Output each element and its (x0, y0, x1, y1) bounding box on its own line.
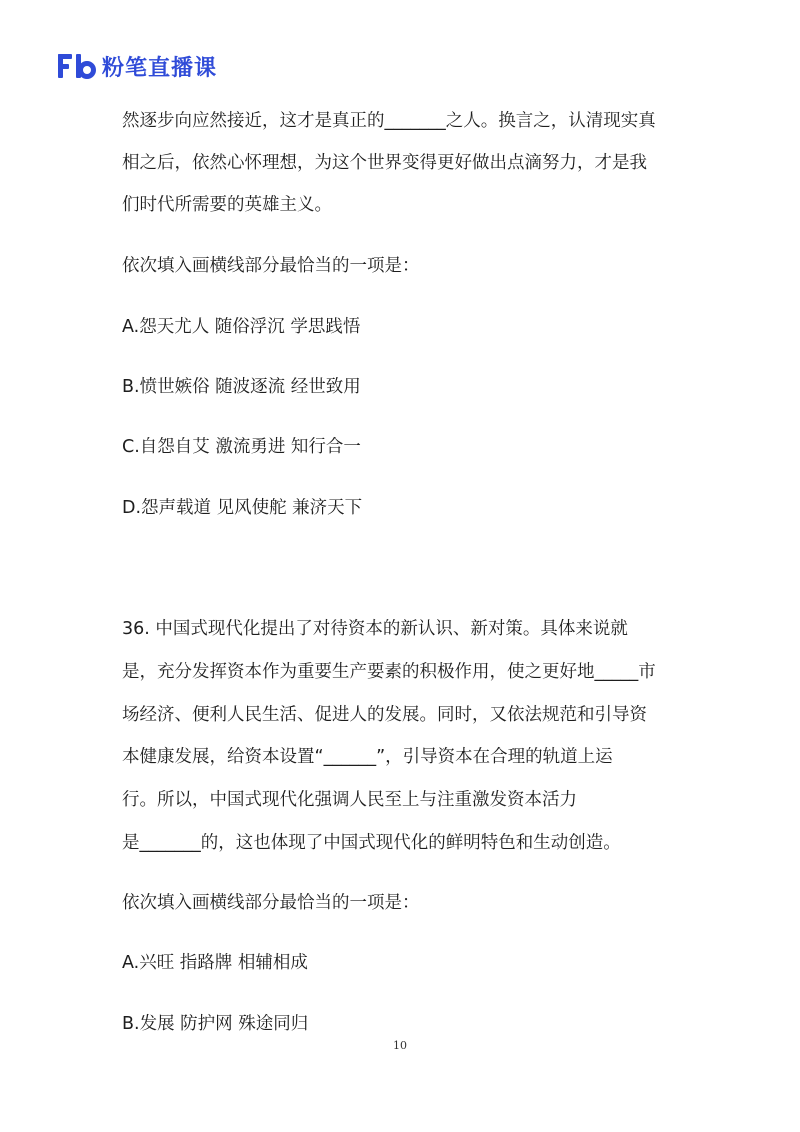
q35-line-1: 然逐步向应然接近，这才是真正的_______之人。换言之，认清现实真 (122, 111, 656, 131)
page-number: 10 (393, 1039, 407, 1052)
q36-line-1: 36. 中国式现代化提出了对待资本的新认识、新对策。具体来说就 (122, 619, 628, 639)
q35-line-3: 们时代所需要的英雄主义。 (122, 195, 332, 215)
q36-prompt: 依次填入画横线部分最恰当的一项是： (122, 893, 420, 913)
q36-line-3: 场经济、便利人民生活、促进人的发展。同时，又依法规范和引导资 (122, 705, 647, 725)
q35-option-c: C.自怨自艾 激流勇进 知行合一 (122, 437, 361, 457)
q36-line-2: 是，充分发挥资本作为重要生产要素的积极作用，使之更好地_____市 (122, 662, 656, 682)
fb-logo-icon (58, 50, 98, 82)
q36-option-a: A.兴旺 指路牌 相辅相成 (122, 953, 308, 973)
q36-line-6: 是_______的，这也体现了中国式现代化的鲜明特色和生动创造。 (122, 833, 621, 853)
q35-option-d: D.怨声载道 见风使舵 兼济天下 (122, 498, 363, 518)
q35-option-b: B.愤世嫉俗 随波逐流 经世致用 (122, 377, 361, 397)
brand-logo (58, 50, 217, 82)
q35-line-2: 相之后，依然心怀理想，为这个世界变得更好做出点滴努力，才是我 (122, 153, 647, 173)
brand-name: 粉笔直播课 (102, 55, 218, 81)
q36-line-4: 本健康发展，给资本设置“______”，引导资本在合理的轨道上运 (122, 747, 613, 767)
q36-option-b: B.发展 防护网 殊途同归 (122, 1014, 309, 1034)
q35-option-a: A.怨天尤人 随俗浮沉 学思践悟 (122, 317, 361, 337)
q36-line-5: 行。所以，中国式现代化强调人民至上与注重激发资本活力 (122, 790, 577, 810)
q35-prompt: 依次填入画横线部分最恰当的一项是： (122, 256, 420, 276)
